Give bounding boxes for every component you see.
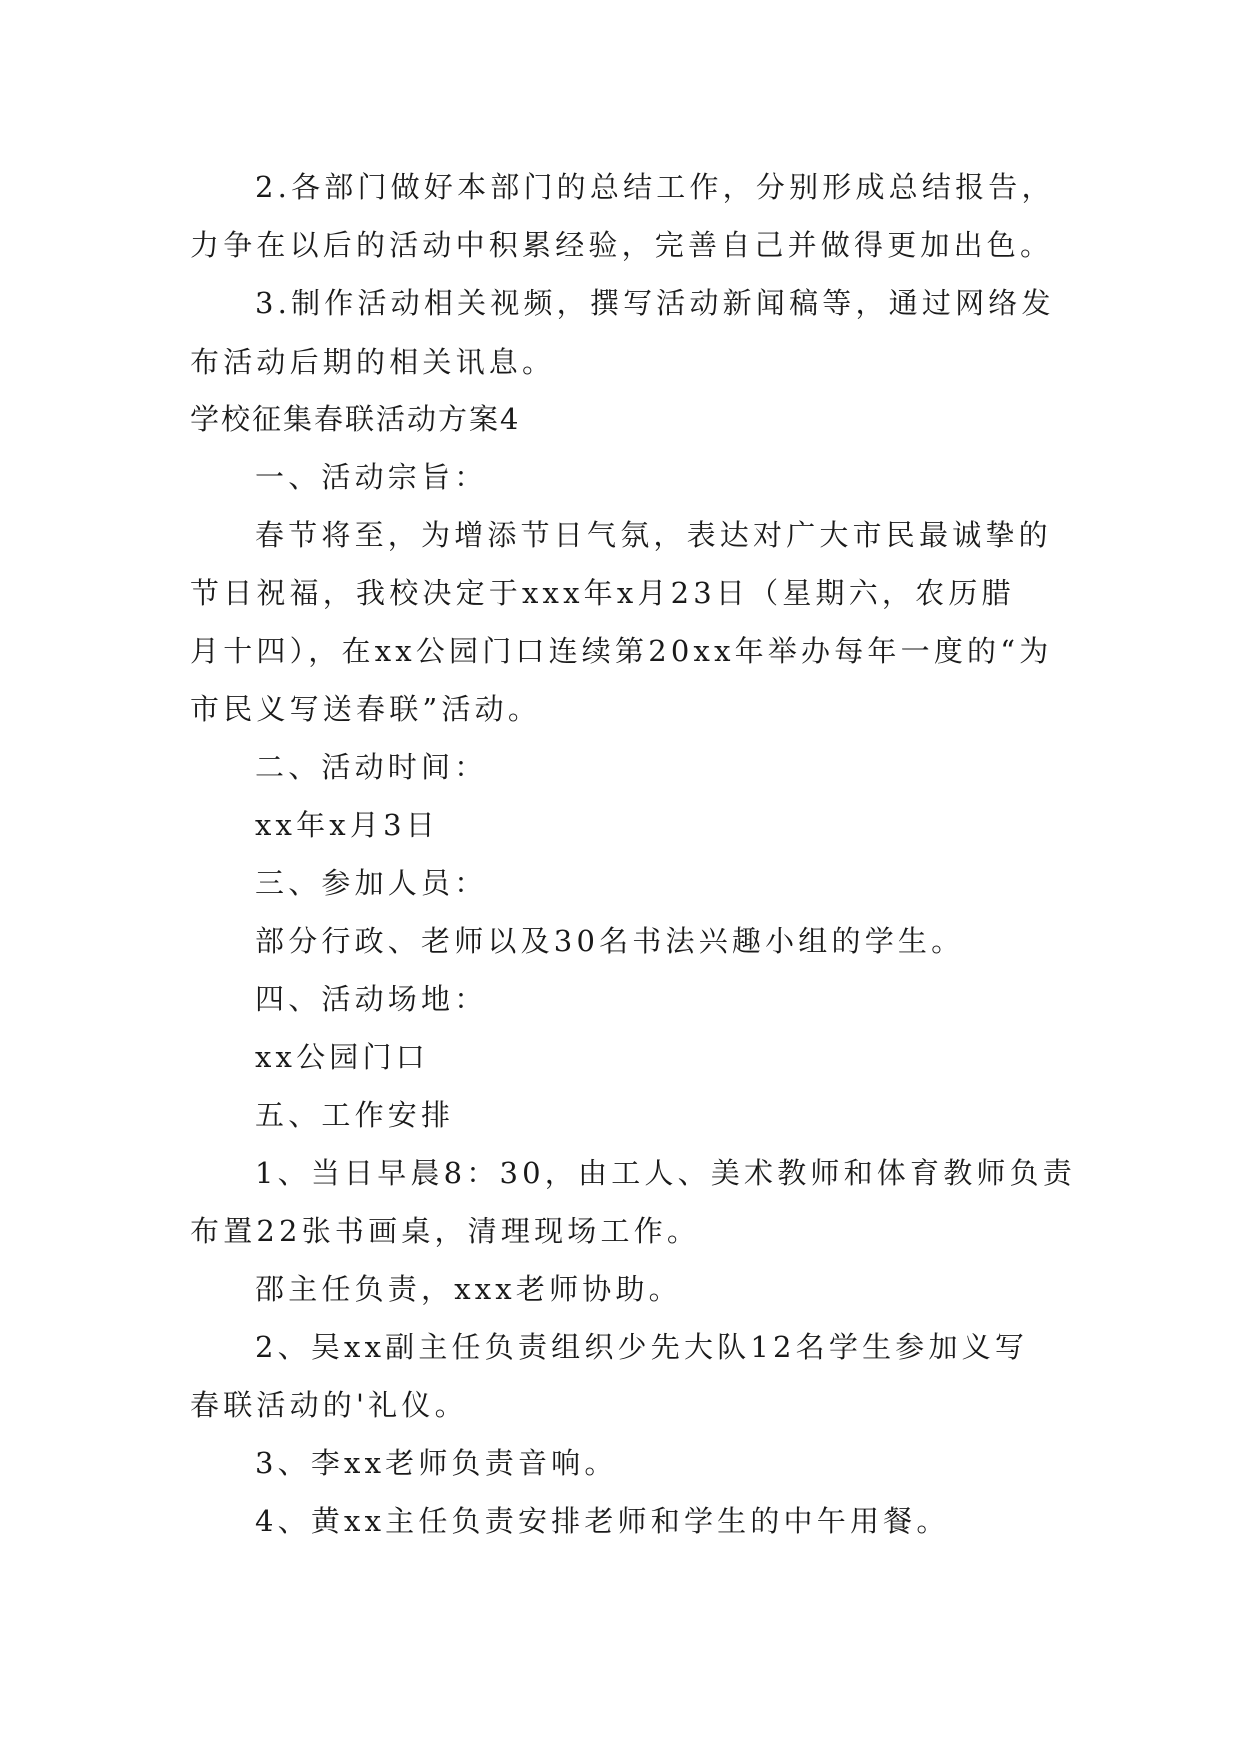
section-title: 学校征集春联活动方案4 [190,402,521,436]
paragraph-item-3-line-2: 布活动后期的相关讯息。 [190,345,556,379]
paragraph-item-2-line-2: 力争在以后的活动中积累经验，完善自己并做得更加出色。 [190,228,1054,262]
heading-time: 二、活动时间： [255,750,488,784]
heading-purpose: 一、活动宗旨： [255,460,488,494]
arrangement-3: 3、李xx老师负责音响。 [255,1446,618,1480]
heading-participants: 三、参加人员： [255,866,488,900]
participants-value: 部分行政、老师以及30名书法兴趣小组的学生。 [255,924,965,958]
arrangement-2-line-1: 2、吴xx副主任负责组织少先大队12名学生参加义写 [255,1330,1029,1364]
purpose-line-4: 市民义写送春联”活动。 [190,692,542,726]
heading-venue: 四、活动场地： [255,982,488,1016]
purpose-line-2: 节日祝福，我校决定于xxx年x月23日（星期六，农历腊 [190,576,1015,610]
arrangement-2-line-2: 春联活动的'礼仪。 [190,1388,468,1422]
heading-arrangement: 五、工作安排 [255,1098,455,1132]
venue-value: xx公园门口 [255,1040,429,1074]
arrangement-1-note: 邵主任负责，xxx老师协助。 [255,1272,682,1306]
paragraph-item-3-line-1: 3.制作活动相关视频，撰写活动新闻稿等，通过网络发 [255,286,1055,320]
arrangement-4: 4、黄xx主任负责安排老师和学生的中午用餐。 [255,1504,950,1538]
arrangement-1-line-1: 1、当日早晨8：30，由工人、美术教师和体育教师负责 [255,1156,1077,1190]
purpose-line-3: 月十四），在xx公园门口连续第20xx年举办每年一度的“为 [190,634,1053,668]
time-value: xx年x月3日 [255,808,439,842]
arrangement-1-line-2: 布置22张书画桌，清理现场工作。 [190,1214,701,1248]
paragraph-item-2-line-1: 2.各部门做好本部门的总结工作，分别形成总结报告， [255,170,1055,204]
purpose-line-1: 春节将至，为增添节日气氛，表达对广大市民最诚挚的 [255,518,1052,552]
